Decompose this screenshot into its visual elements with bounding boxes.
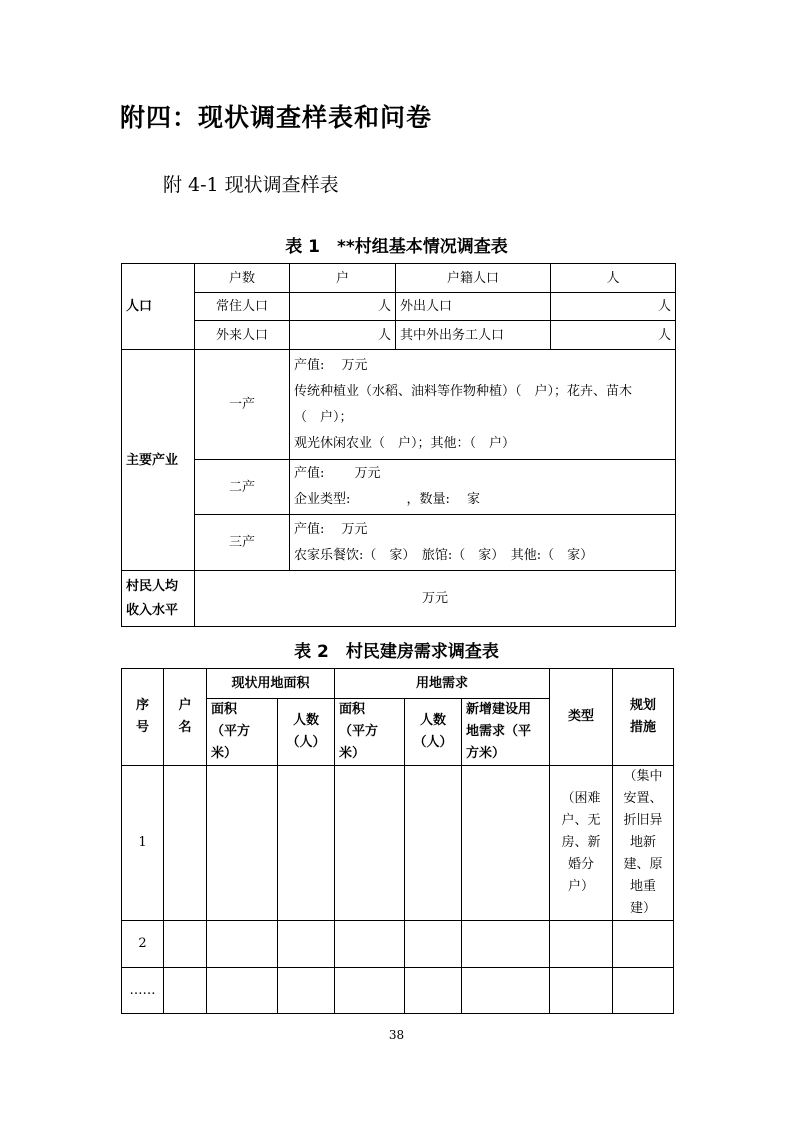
village-basic-info-table — [121, 263, 676, 627]
name-header — [164, 669, 207, 766]
population-label: 人口 — [122, 264, 195, 350]
cell-line: 地重 — [629, 879, 656, 894]
header-line: 面积 — [211, 702, 238, 717]
table-row — [122, 766, 674, 921]
header-line: 面积 — [339, 702, 366, 717]
cell-line: 折旧异 — [623, 813, 663, 828]
new-land-demand-header — [462, 699, 550, 766]
cell-line: （困难 — [561, 791, 601, 806]
households-unit: 户 — [290, 264, 396, 293]
resident-pop-unit: 人 — [290, 293, 396, 321]
income-label — [122, 571, 195, 627]
type-cell — [550, 766, 613, 921]
secondary-industry-label: 二产 — [195, 460, 290, 515]
header-line: 户 — [178, 698, 192, 713]
cell-line: 建） — [629, 901, 656, 916]
page-heading: 附四：现状调查样表和问卷 — [120, 103, 433, 132]
tertiary-industry-label: 三产 — [195, 515, 290, 571]
cell — [613, 921, 674, 968]
seq-cell: 1 — [122, 766, 164, 921]
detail-line: 传统种植业（水稻、油料等作物种植）（ 户）；花卉、苗木 — [294, 383, 633, 399]
header-line: 号 — [135, 720, 149, 735]
seq-cell: 2 — [122, 921, 164, 968]
detail-line: （ 户）； — [294, 409, 353, 425]
cell-line: 户、无 — [561, 813, 601, 828]
table1-caption: 表 1 **村组基本情况调查表 — [285, 237, 508, 257]
registered-pop-label: 户籍人口 — [396, 264, 551, 293]
migrant-worker-label: 其中外出务工人口 — [396, 321, 551, 350]
tertiary-industry-detail — [290, 515, 676, 571]
current-land-header: 现状用地面积 — [207, 669, 335, 699]
cell — [207, 766, 278, 921]
cell-line: 安置、 — [623, 791, 663, 806]
cell-line: 建、原 — [623, 857, 663, 872]
detail-line: 产值: 万元 — [294, 357, 368, 373]
industry-label: 主要产业 — [122, 350, 195, 571]
header-line: 人数 — [292, 713, 319, 728]
cell — [335, 766, 405, 921]
cell — [405, 766, 462, 921]
cell — [550, 968, 613, 1014]
plan-cell — [613, 766, 674, 921]
page-number: 38 — [388, 1028, 405, 1042]
detail-line: 农家乐餐饮:（ 家） 旅馆:（ 家） 其他:（ 家） — [294, 547, 594, 563]
table2-caption: 表 2 村民建房需求调查表 — [294, 642, 499, 662]
households-label: 户数 — [195, 264, 290, 293]
current-area-header — [207, 699, 278, 766]
resident-pop-label: 常住人口 — [195, 293, 290, 321]
migrant-worker-unit: 人 — [551, 321, 676, 350]
cell-line: 房、新 — [561, 835, 601, 850]
header-line: 规划 — [629, 698, 656, 713]
cell — [335, 968, 405, 1014]
detail-line: 产值: 万元 — [294, 521, 368, 537]
type-header: 类型 — [550, 669, 613, 766]
registered-pop-unit: 人 — [551, 264, 676, 293]
header-line: （人） — [413, 735, 453, 750]
header-line: （人） — [286, 735, 326, 750]
cell — [462, 968, 550, 1014]
cell — [278, 921, 335, 968]
header-line: （平方 — [211, 724, 251, 739]
table-row — [122, 968, 674, 1014]
income-value: 万元 — [195, 571, 676, 627]
outgoing-pop-unit: 人 — [551, 293, 676, 321]
secondary-industry-detail — [290, 460, 676, 515]
header-line: 新增建设用 — [466, 702, 532, 717]
detail-line: 观光休闲农业（ 户）；其他：（ 户） — [294, 435, 516, 451]
cell — [207, 968, 278, 1014]
cell — [278, 766, 335, 921]
header-line: 序 — [135, 698, 149, 713]
header-line: 米） — [339, 746, 366, 761]
cell — [462, 766, 550, 921]
name-cell — [164, 921, 207, 968]
name-cell — [164, 766, 207, 921]
outgoing-pop-label: 外出人口 — [396, 293, 551, 321]
cell — [335, 921, 405, 968]
cell — [405, 968, 462, 1014]
housing-demand-table — [121, 668, 674, 1014]
demand-people-header — [405, 699, 462, 766]
incoming-pop-label: 外来人口 — [195, 321, 290, 350]
cell — [207, 921, 278, 968]
income-label-line: 村民人均 — [126, 578, 179, 594]
cell — [278, 968, 335, 1014]
header-line: 措施 — [629, 720, 656, 735]
header-line: 方米） — [466, 746, 506, 761]
cell — [405, 921, 462, 968]
seq-header — [122, 669, 164, 766]
detail-line: 企业类型: ，数量: 家 — [294, 492, 481, 507]
seq-cell: …… — [122, 968, 164, 1014]
incoming-pop-unit: 人 — [290, 321, 396, 350]
cell-line: 地新 — [629, 835, 656, 850]
income-label-line: 收入水平 — [126, 602, 179, 618]
header-line: 米） — [211, 746, 238, 761]
cell-line: 婚分 — [567, 857, 594, 872]
cell — [613, 968, 674, 1014]
name-cell — [164, 968, 207, 1014]
current-people-header — [278, 699, 335, 766]
detail-line: 产值: 万元 — [294, 466, 381, 481]
table-row — [122, 921, 674, 968]
land-demand-header: 用地需求 — [335, 669, 550, 699]
cell — [550, 921, 613, 968]
cell-line: 户） — [567, 879, 594, 894]
primary-industry-detail — [290, 350, 676, 460]
header-line: 地需求（平 — [466, 724, 532, 739]
demand-area-header — [335, 699, 405, 766]
section-subheading: 附 4-1 现状调查样表 — [163, 174, 339, 196]
header-line: （平方 — [339, 724, 379, 739]
primary-industry-label: 一产 — [195, 350, 290, 460]
cell-line: （集中 — [623, 769, 663, 784]
plan-header — [613, 669, 674, 766]
header-line: 名 — [178, 720, 192, 735]
cell — [462, 921, 550, 968]
header-line: 人数 — [419, 713, 446, 728]
